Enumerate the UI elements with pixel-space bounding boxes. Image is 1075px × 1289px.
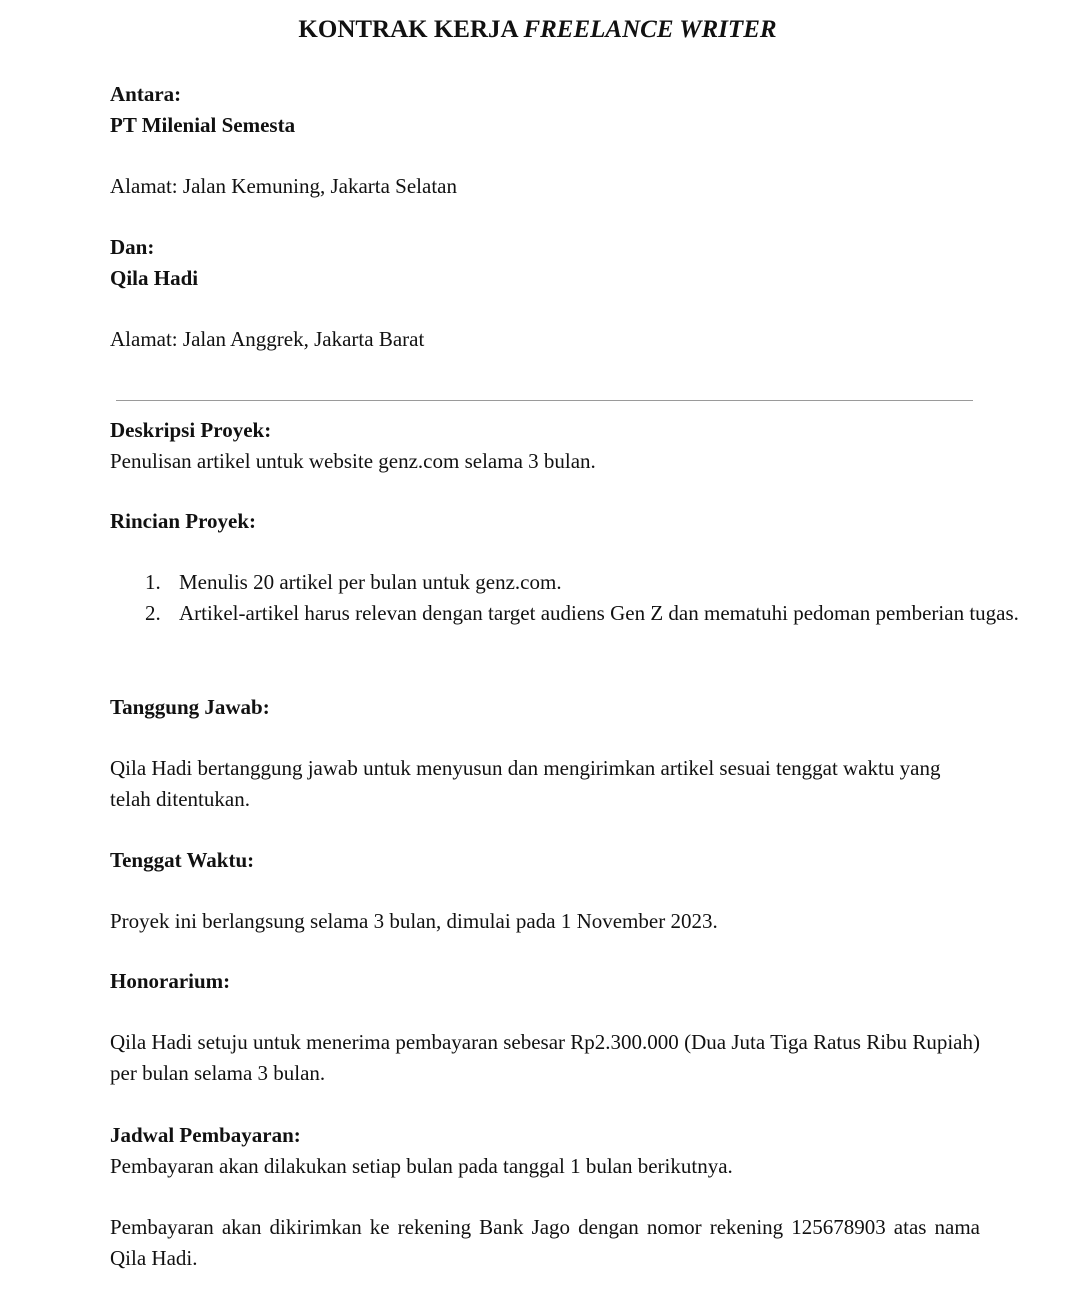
- party1-address: Alamat: Jalan Kemuning, Jakarta Selatan: [110, 174, 457, 198]
- party2-address: Alamat: Jalan Anggrek, Jakarta Barat: [110, 327, 425, 351]
- description-text: Penulisan artikel untuk website genz.com selama 3 bulan.: [110, 449, 596, 473]
- party2-label: Dan:: [110, 235, 155, 259]
- description-heading: Deskripsi Proyek:: [110, 418, 272, 442]
- list-item: [145, 567, 1049, 598]
- party2-name: Qila Hadi: [110, 266, 199, 290]
- list-number: 1.: [145, 570, 161, 594]
- responsibility-text: Qila Hadi bertanggung jawab untuk menyusun dan mengirimkan artikel sesuai tenggat waktu yang telah ditentukan.: [110, 756, 941, 811]
- deadline-heading: Tenggat Waktu:: [110, 848, 255, 872]
- title-main: KONTRAK KERJA: [298, 16, 518, 43]
- payment-text-schedule: Pembayaran akan dilakukan setiap bulan pada tanggal 1 bulan berikutnya.: [110, 1154, 733, 1178]
- deadline-text: Proyek ini berlangsung selama 3 bulan, dimulai pada 1 November 2023.: [110, 909, 718, 933]
- horizontal-divider: [116, 400, 973, 401]
- details-heading: Rincian Proyek:: [110, 509, 257, 533]
- party1-label: Antara:: [110, 82, 182, 106]
- payment-heading: Jadwal Pembayaran:: [110, 1123, 301, 1147]
- details-list: [110, 567, 1049, 629]
- list-item-text: Artikel-artikel harus relevan dengan target audiens Gen Z dan mematuhi pedoman pemberian tugas.: [179, 601, 1019, 625]
- honorarium-heading: Honorarium:: [110, 969, 231, 993]
- list-number: 2.: [145, 601, 161, 625]
- list-item-text: Menulis 20 artikel per bulan untuk genz.com.: [179, 570, 562, 594]
- list-item: [145, 598, 1049, 629]
- payment-text-account: Pembayaran akan dikirimkan ke rekening Bank Jago dengan nomor rekening 125678903 atas nama Qila Hadi.: [110, 1215, 980, 1270]
- title-italic: FREELANCE WRITER: [523, 16, 777, 43]
- responsibility-heading: Tanggung Jawab:: [110, 695, 270, 719]
- party1-name: PT Milenial Semesta: [110, 113, 296, 137]
- honorarium-text: Qila Hadi setuju untuk menerima pembayaran sebesar Rp2.300.000 (Dua Juta Tiga Ratus Ribu Rupiah) per bulan selama 3 bulan.: [110, 1030, 980, 1085]
- document-title: [0, 13, 1075, 47]
